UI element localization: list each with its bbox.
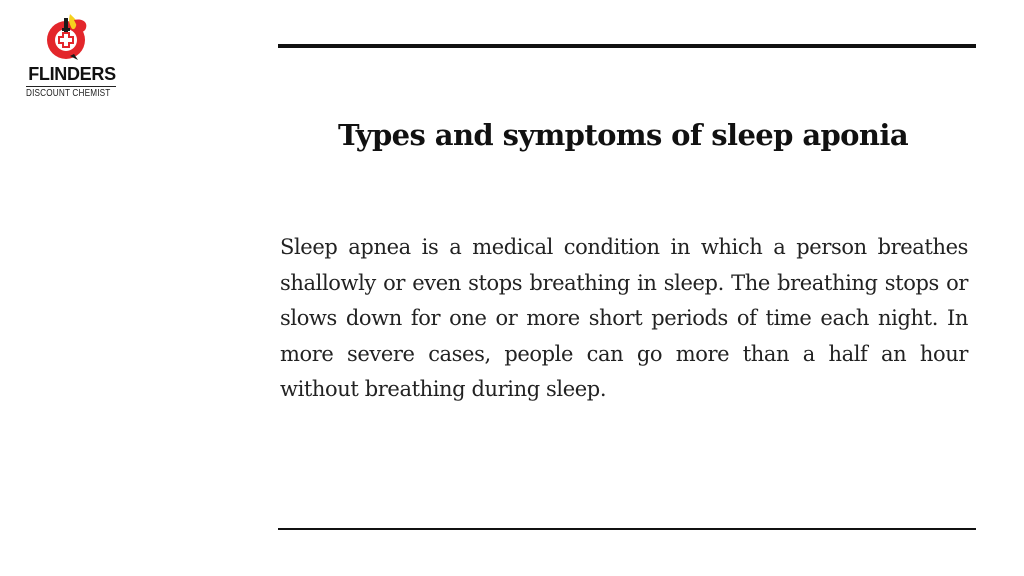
brand-subtitle: DISCOUNT CHEMIST [26,88,111,99]
brand-logo [22,12,122,106]
bottom-divider [278,528,976,530]
slide-title: Types and symptoms of sleep aponia [337,118,909,152]
slide-body-text: Sleep apnea is a medical condition in which a person breathes shallowly or even stops breathing in sleep. The breathing stops or slows down for one or more short periods of time each night. In more severe cases, people can go more than a half an hour without breathing during sleep. [280,235,968,401]
brand-divider [26,86,116,87]
top-divider [278,44,976,48]
flinders-logo-icon [44,12,92,62]
brand-name: FLINDERS [28,64,116,84]
